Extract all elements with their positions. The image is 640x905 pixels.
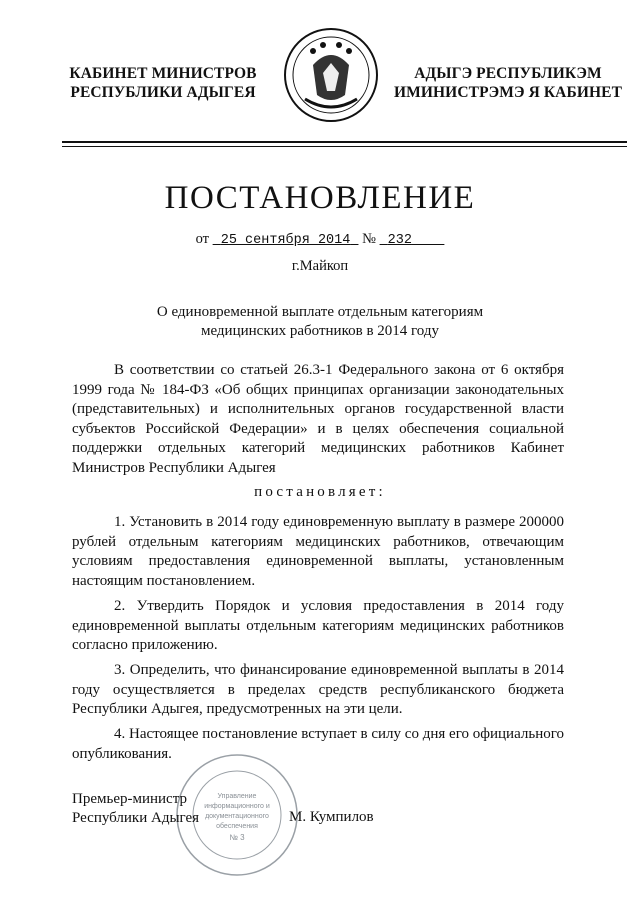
header-rule-thin <box>62 146 627 147</box>
document-subject <box>0 303 640 341</box>
signatory-title-line-1: Премьер-министр <box>72 791 187 807</box>
document-city: г.Майкоп <box>291 258 349 274</box>
resolves-heading: постановляет: <box>254 484 386 500</box>
document-number: 232 <box>387 233 412 248</box>
issuer-name-adyghe <box>392 64 624 102</box>
preamble-paragraph: В соответствии со статьей 26.3-1 Федерального закона от 6 октября 1999 года № 184-ФЗ «Об общих принципах организации законодательных (представительных) и исполнительных органов государственной власти субъектов Российской Федерации» и в целях обеспечения социальной поддержки отдельных категорий медицинских работников Кабинет Министров Республики Адыгея <box>72 362 564 476</box>
resolution-item-3: 3. Определить, что финансирование единовременной выплаты в 2014 году осуществляется в пределах средств республиканского бюджета Республики Адыгея, предусмотренных на эти цели. <box>72 662 564 717</box>
stamp-line-4: обеспечения <box>216 823 258 830</box>
issuer-line-1: КАБИНЕТ МИНИСТРОВ <box>69 65 257 82</box>
date-prefix: от <box>195 231 209 247</box>
issuer-line-2: РЕСПУБЛИКИ АДЫГЕЯ <box>70 84 256 101</box>
subject-line-2: медицинских работников в 2014 году <box>200 323 440 339</box>
stamp-number: № 3 <box>229 833 245 842</box>
signatory-title <box>72 790 199 828</box>
stamp-line-2: информационного и <box>204 803 270 810</box>
coat-of-arms-emblem <box>283 25 379 125</box>
date-number-line <box>0 231 640 248</box>
resolution-item-2: 2. Утвердить Порядок и условия предоставления в 2014 году единовременной выплаты отдельным категориям медицинских работников согласно приложению. <box>72 598 564 653</box>
issuer-name-russian <box>68 64 258 102</box>
subject-line-1: О единовременной выплате отдельным категориям <box>156 304 484 320</box>
stamp-line-1: Управление <box>217 793 257 800</box>
number-prefix: № <box>362 231 376 247</box>
header-rule-thick <box>62 141 627 143</box>
document-date: 25 сентября 2014 <box>220 233 351 248</box>
signatory-title-line-2: Республики Адыгея <box>72 810 200 826</box>
document-title: ПОСТАНОВЛЕНИЕ <box>164 180 476 216</box>
issuer-adyghe-line-2: ИМИНИСТРЭМЭ Я КАБИНЕТ <box>393 84 623 101</box>
resolution-item-1: 1. Установить в 2014 году единовременную выплату в размере 200000 рублей отдельным категориям медицинских работников, отвечающим условиям предоставления единовременной выплаты, установленным настоящим постановлением. <box>72 514 564 589</box>
stamp-line-3: документационного <box>205 813 269 820</box>
signatory-name: М. Кумпилов <box>289 809 374 825</box>
issuer-adyghe-line-1: АДЫГЭ РЕСПУБЛИКЭМ <box>414 65 602 82</box>
resolution-item-4: 4. Настоящее постановление вступает в силу со дня его официального опубликования. <box>72 726 564 762</box>
